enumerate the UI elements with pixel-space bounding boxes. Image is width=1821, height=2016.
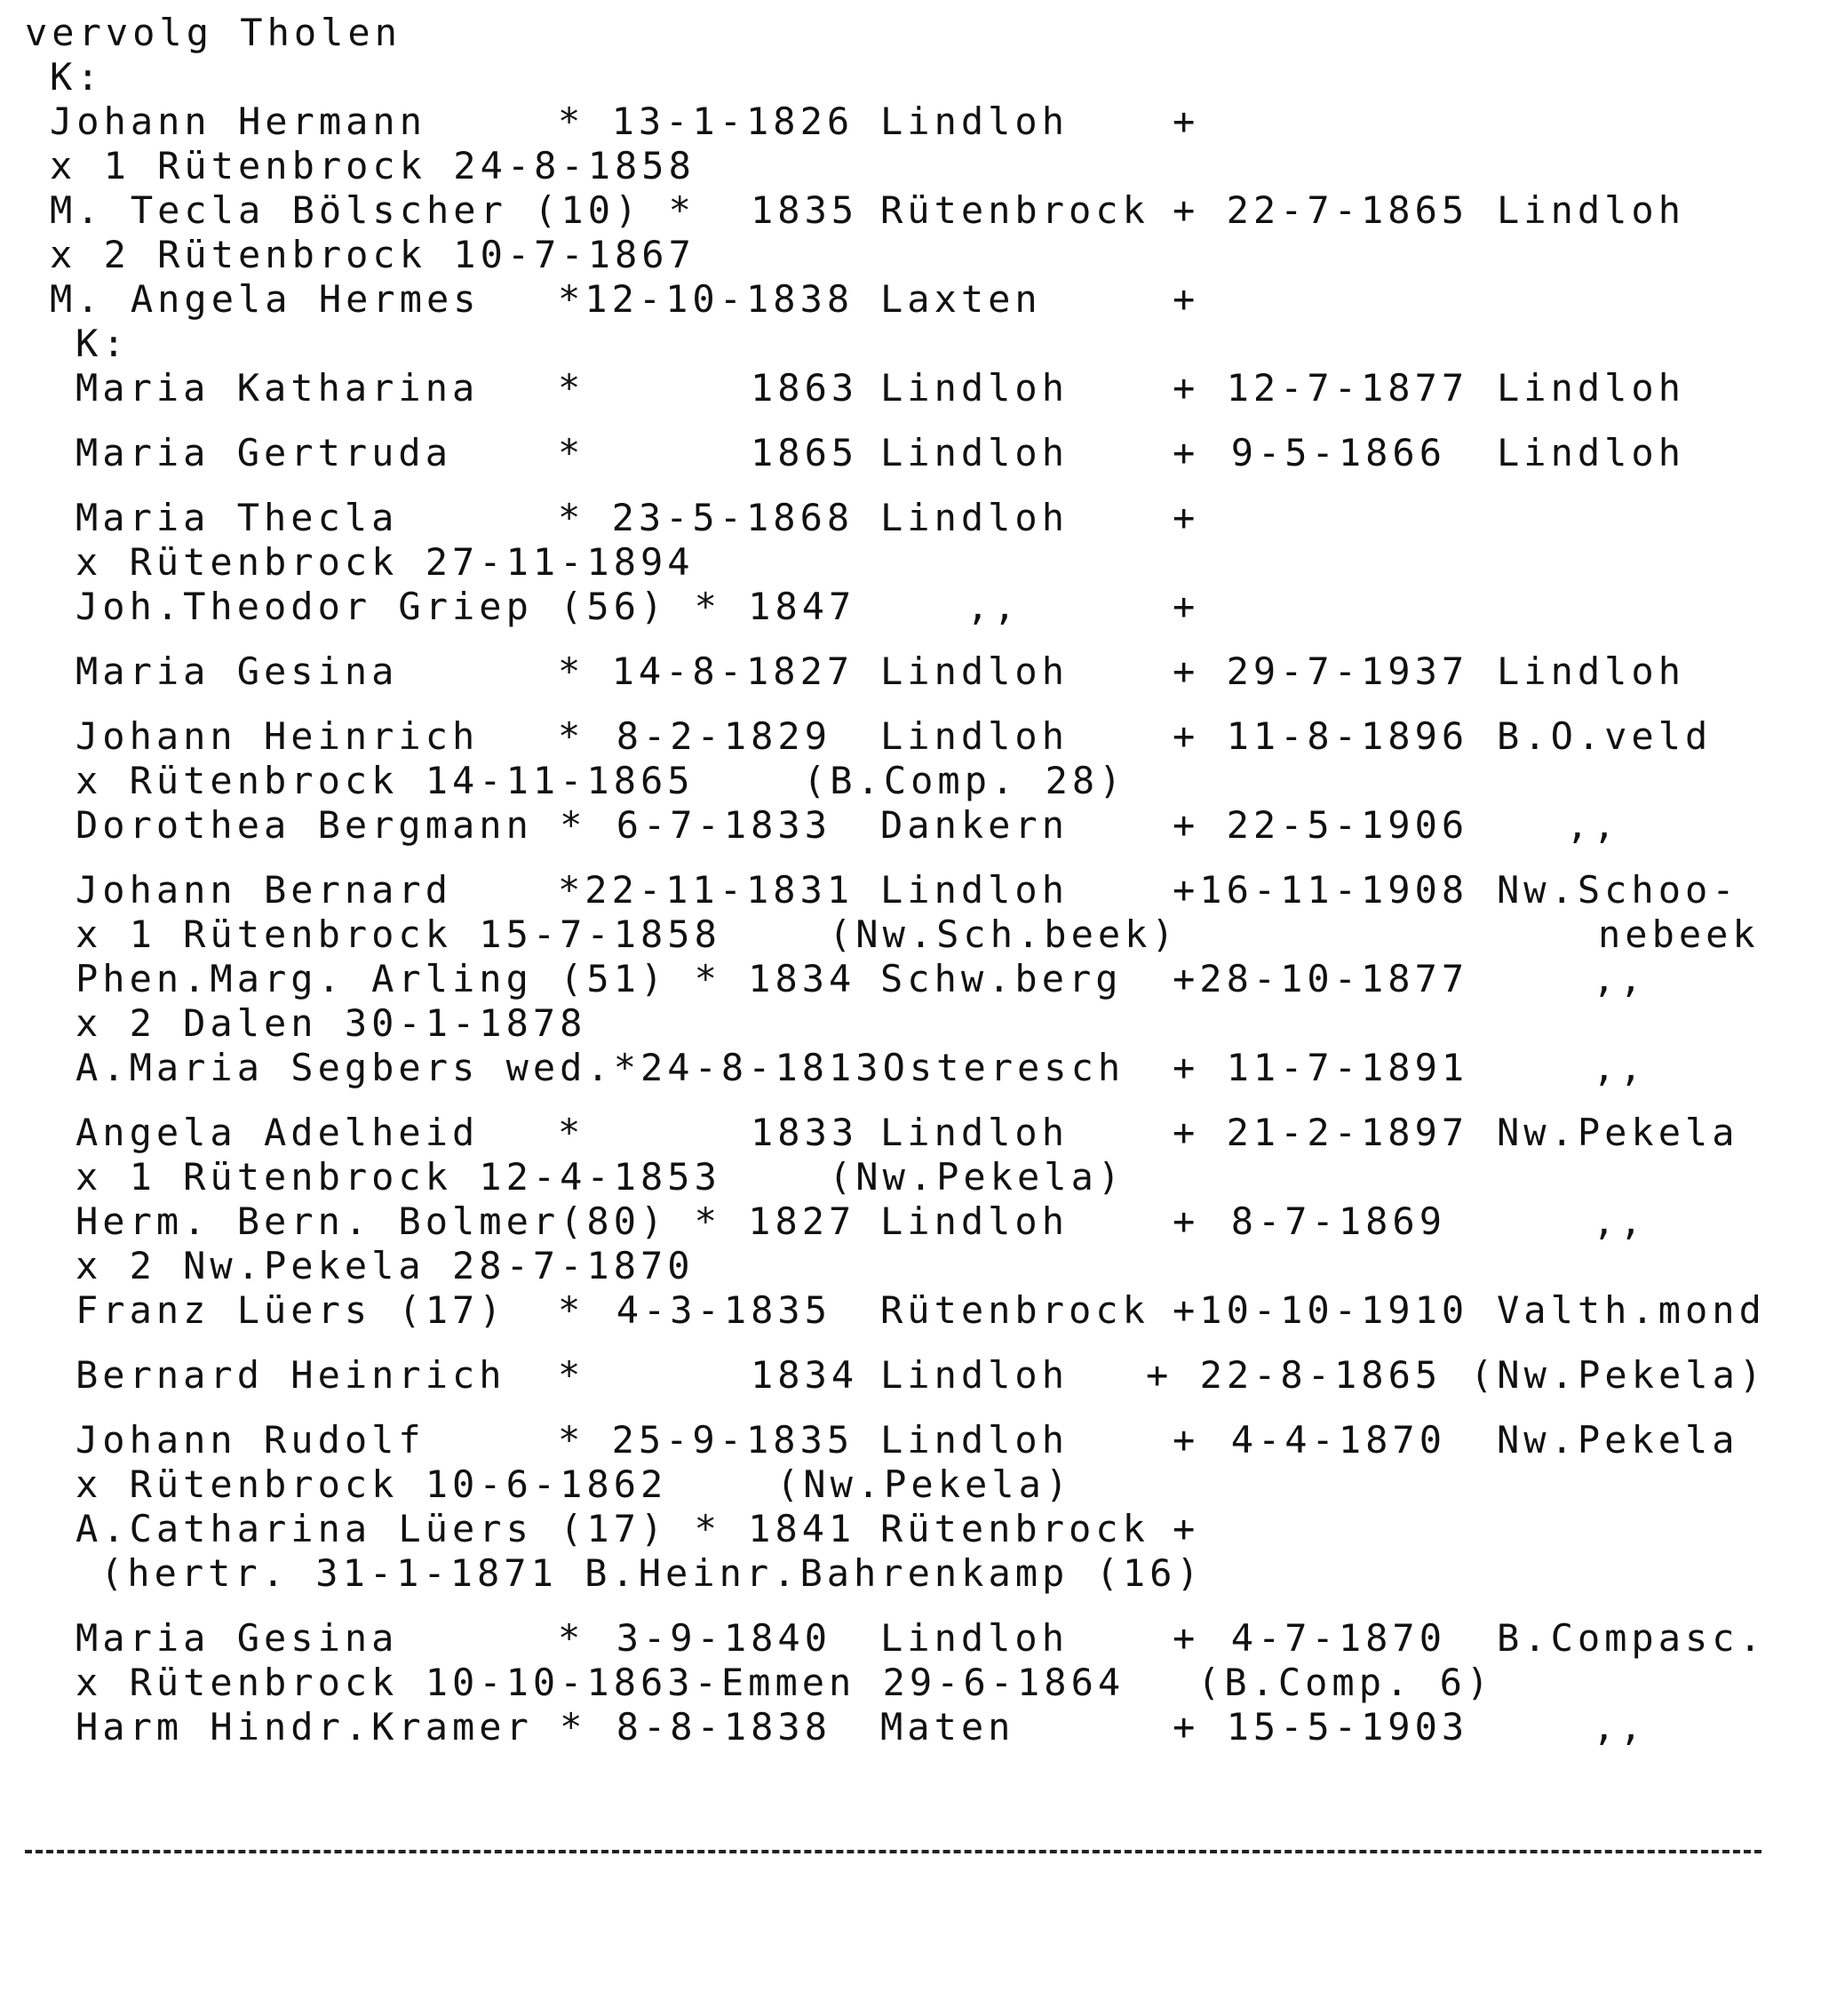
sibling-line	[25, 714, 1793, 759]
sibling-line	[25, 1616, 1793, 1661]
children-label: K:	[50, 55, 104, 99]
spouse-birth-place: Lindloh	[880, 1199, 1070, 1243]
death-mark: +	[1173, 1199, 1200, 1243]
death-date: + 11-8-1896	[1173, 714, 1469, 758]
death-date: 9-5-1866	[1230, 431, 1446, 474]
child-line	[25, 366, 1793, 410]
sibling-line	[25, 1111, 1793, 1155]
death-place: B.Compasc.	[1497, 1616, 1766, 1660]
sibling-marriage: x Rütenbrock 14-11-1865	[76, 759, 695, 802]
birth-date: *22-11-1831	[558, 868, 855, 912]
ditto-mark: ,,	[1566, 803, 1620, 847]
spouse-birth-place: Schw.berg	[880, 957, 1123, 1000]
children-label-line	[25, 55, 1793, 100]
birth-year: 1833	[751, 1111, 859, 1154]
spouse-line	[25, 1507, 1793, 1551]
marriage-line	[25, 1462, 1793, 1507]
spouse-birth-place: Rütenbrock	[880, 1288, 1149, 1332]
parent-marriage-2: x 2 Rütenbrock 10-7-1867	[50, 233, 696, 276]
spouse-2-birth-place: Laxten	[880, 277, 1042, 321]
sibling-name: Angela Adelheid	[76, 1111, 480, 1154]
spouse-2-death: +	[1173, 277, 1200, 321]
spouse-line	[25, 277, 1793, 322]
marriage-line	[25, 1244, 1793, 1288]
sibling-line	[25, 1353, 1793, 1398]
birth-star: *	[558, 1288, 585, 1332]
marriage-line	[25, 1155, 1793, 1199]
birth-date: 3-9-1840	[616, 1616, 831, 1660]
sibling-spouse: A.Catharina Lüers (17) * 1841	[76, 1507, 856, 1550]
death-date: + 29-7-1937	[1173, 649, 1469, 693]
death-place: Nw.Pekela	[1497, 1111, 1739, 1154]
child-name: Maria Katharina	[76, 366, 480, 410]
marriage-note: (Nw.Pekela)	[829, 1155, 1125, 1199]
birth-place: Lindloh	[880, 1111, 1070, 1154]
death-mark: +	[1173, 1507, 1200, 1550]
spouse-2-birth: *12-10-1838	[558, 277, 855, 321]
marriage-line	[25, 540, 1793, 585]
birth-place: Lindloh	[880, 714, 1070, 758]
death-date: 4-7-1870	[1230, 1616, 1446, 1660]
sibling-name: Bernard Heinrich	[76, 1353, 506, 1397]
spouse-line	[25, 1046, 1793, 1090]
death-place: B.O.veld	[1497, 714, 1713, 758]
sibling-line	[25, 1418, 1793, 1462]
death-date: + 12-7-1877	[1173, 366, 1469, 410]
sibling-name: Maria Gesina	[76, 649, 399, 693]
sibling-name: Johann Bernard	[76, 868, 453, 912]
page-heading: vervolg Tholen	[25, 11, 402, 54]
spouse-death-place: Valth.mond	[1497, 1288, 1766, 1332]
birth-place: Lindloh	[880, 1418, 1070, 1462]
spouse-line	[25, 803, 1793, 848]
heading-line	[25, 11, 1793, 55]
sibling-marriage: x 2 Nw.Pekela 28-7-1870	[76, 1244, 695, 1287]
sibling-marriage: x Rütenbrock 10-6-1862	[76, 1462, 668, 1506]
spouse-1-birth-year: 1835	[751, 188, 859, 232]
spouse-birth-place: Rütenbrock	[880, 1507, 1149, 1550]
spouse-death: +10-10-1910	[1173, 1288, 1469, 1332]
remarriage-note: (hertr. 31-1-1871 B.Heinr.Bahrenkamp (16)	[100, 1551, 1204, 1595]
ditto-mark: ,,	[1593, 1046, 1647, 1089]
genealogy-page	[25, 11, 1793, 1749]
spouse-birth: 6-7-1833	[616, 803, 831, 847]
marriage-line	[25, 912, 1793, 957]
death-mark: +	[1173, 585, 1200, 628]
spouse-line	[25, 1705, 1793, 1749]
marriage-note: (B.Comp. 6)	[1197, 1661, 1494, 1704]
spouse-line	[25, 585, 1793, 629]
sibling-line	[25, 868, 1793, 912]
birth-date: * 14-8-1827	[558, 649, 855, 693]
death-place: (Nw.Pekela)	[1470, 1353, 1767, 1397]
birth-year: 1834	[751, 1353, 859, 1397]
birth-star: *	[558, 1111, 585, 1154]
spouse-line	[25, 1288, 1793, 1333]
death-place: Lindloh	[1497, 649, 1686, 693]
death-mark: +	[1173, 1616, 1200, 1660]
sibling-line	[25, 649, 1793, 694]
birth-place: Lindloh	[880, 366, 1070, 410]
spouse-line	[25, 1199, 1793, 1244]
birth-star: *	[558, 431, 585, 474]
spouse-death: 8-7-1869	[1230, 1199, 1446, 1243]
child-line	[25, 496, 1793, 540]
spouse-1-name: M. Tecla Bölscher (10) *	[50, 188, 696, 232]
sibling-spouse: Herm. Bern. Bolmer(80) * 1827	[76, 1199, 856, 1243]
spouse-death: + 22-5-1906	[1173, 803, 1469, 847]
spouse-birth: 8-8-1838	[616, 1705, 831, 1749]
birth-place: Lindloh	[880, 1353, 1070, 1397]
birth-star: *	[558, 1616, 585, 1660]
spouse-line	[25, 957, 1793, 1001]
ditto-mark: ,,	[1593, 957, 1647, 1000]
sibling-spouse: Franz Lüers (17)	[76, 1288, 506, 1332]
death-place: Nw.Schoo-	[1497, 868, 1739, 912]
parent-death: +	[1173, 100, 1200, 143]
birth-star: *	[558, 1353, 585, 1397]
death-place: Lindloh	[1497, 366, 1686, 410]
sibling-spouse: A.Maria Segbers wed.*24-8-1813Osteresch	[76, 1046, 1125, 1089]
marriage-note: (Nw.Pekela)	[776, 1462, 1073, 1506]
parent-marriage-1: x 1 Rütenbrock 24-8-1858	[50, 144, 696, 187]
marriage-line	[25, 144, 1793, 188]
children-label-line	[25, 322, 1793, 366]
birth-date: 8-2-1829	[616, 714, 831, 758]
marriage-line	[25, 233, 1793, 277]
death-mark: +	[1173, 496, 1200, 539]
sibling-marriage: x 1 Rütenbrock 12-4-1853	[76, 1155, 721, 1199]
spouse-death: +28-10-1877	[1173, 957, 1469, 1000]
spouse-birth-place: Maten	[880, 1705, 1015, 1749]
birth-place: Lindloh	[880, 496, 1070, 539]
birth-date: * 23-5-1868	[558, 496, 855, 539]
children-label: K:	[76, 322, 130, 365]
birth-place: Lindloh	[880, 1616, 1070, 1660]
sibling-marriage: x 2 Dalen 30-1-1878	[76, 1001, 587, 1045]
death-place: Nw.Pekela	[1497, 1418, 1739, 1462]
dashed-separator	[25, 1850, 1761, 1853]
child-name: Maria Thecla	[76, 496, 399, 539]
birth-place: Lindloh	[880, 649, 1070, 693]
spouse-death: + 15-5-1903	[1173, 1705, 1469, 1749]
spouse-1-birth-place: Rütenbrock	[880, 188, 1149, 232]
ditto-mark: ,,	[1593, 1199, 1647, 1243]
death-mark: +	[1173, 1418, 1200, 1462]
death-date: 4-4-1870	[1230, 1418, 1446, 1462]
sibling-name: Maria Gesina	[76, 1616, 399, 1660]
child-name: Maria Gertruda	[76, 431, 453, 474]
marriage-note: (Nw.Sch.beek)	[829, 912, 1179, 956]
death-date: + 21-2-1897	[1173, 1111, 1469, 1154]
marriage-line	[25, 759, 1793, 803]
child-spouse: Joh.Theodor Griep (56) * 1847	[76, 585, 856, 628]
birth-place: Lindloh	[880, 431, 1070, 474]
marriage-line	[25, 1661, 1793, 1705]
sibling-marriage: x 1 Rütenbrock 15-7-1858	[76, 912, 721, 956]
child-marriage: x Rütenbrock 27-11-1894	[76, 540, 695, 584]
parent-name: Johann Hermann	[50, 100, 427, 143]
ditto-mark: ,,	[1593, 1705, 1647, 1749]
birth-year: 1863	[751, 366, 859, 410]
birth-place: Lindloh	[880, 868, 1070, 912]
sibling-name: Johann Rudolf	[76, 1418, 425, 1462]
death-place-continued: nebeek	[1598, 912, 1760, 956]
sibling-spouse: Harm Hindr.Kramer *	[76, 1705, 587, 1749]
sibling-spouse: Dorothea Bergmann *	[76, 803, 587, 847]
ditto-mark: ,,	[966, 585, 1021, 628]
death-place: Lindloh	[1497, 431, 1686, 474]
parent-birth-place: Lindloh	[880, 100, 1070, 143]
birth-star: *	[558, 714, 585, 758]
spouse-1-death-place: Lindloh	[1497, 188, 1686, 232]
death-mark: +	[1173, 431, 1200, 474]
parent-line	[25, 100, 1793, 144]
marriage-note: (B.Comp. 28)	[803, 759, 1126, 802]
sibling-marriage: x Rütenbrock 10-10-1863-Emmen 29-6-1864	[76, 1661, 1125, 1704]
spouse-1-death: + 22-7-1865	[1173, 188, 1469, 232]
parent-birth: * 13-1-1826	[558, 100, 855, 143]
death-date: + 22-8-1865	[1146, 1353, 1443, 1397]
birth-date: * 25-9-1835	[558, 1418, 855, 1462]
sibling-spouse: Phen.Marg. Arling (51) * 1834	[76, 957, 856, 1000]
spouse-birth: 4-3-1835	[616, 1288, 831, 1332]
remarriage-line	[25, 1551, 1793, 1596]
spouse-death: + 11-7-1891	[1173, 1046, 1469, 1089]
birth-year: 1865	[751, 431, 859, 474]
child-line	[25, 431, 1793, 475]
spouse-birth-place: Dankern	[880, 803, 1070, 847]
sibling-name: Johann Heinrich	[76, 714, 480, 758]
birth-star: *	[558, 366, 585, 410]
spouse-line	[25, 188, 1793, 233]
death-date: +16-11-1908	[1173, 868, 1469, 912]
spouse-2-name: M. Angela Hermes	[50, 277, 481, 321]
marriage-line	[25, 1001, 1793, 1046]
